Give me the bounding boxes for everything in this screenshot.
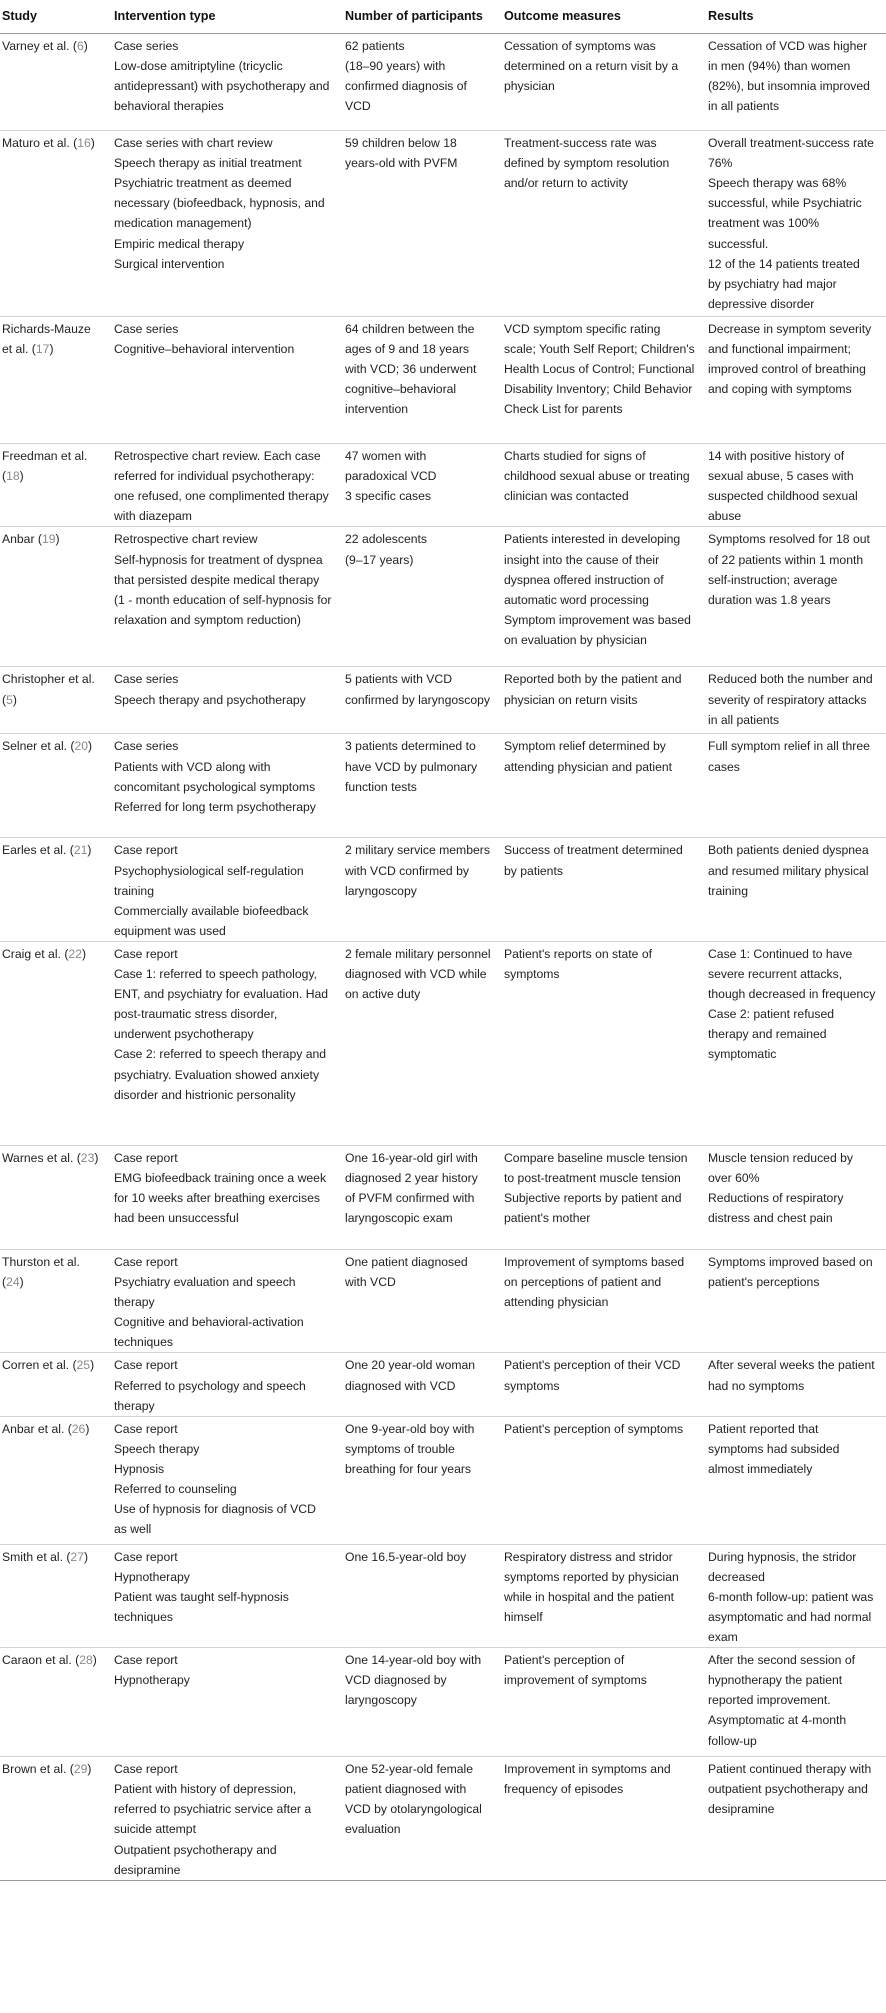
results-line: Reductions of respiratory distress and chest pain (708, 1191, 844, 1226)
table-row (0, 941, 886, 1145)
table-row (0, 1416, 886, 1544)
results-cell (705, 941, 886, 1145)
study-cell (0, 317, 111, 444)
results-line: During hypnosis, the stridor decreased (708, 1549, 857, 1584)
table-row (0, 527, 886, 667)
intervention-line: Case report (114, 1358, 178, 1373)
table-row (0, 734, 886, 838)
participants-line: 47 women with paradoxical VCD (345, 449, 437, 484)
results-cell (705, 131, 886, 317)
intervention-line: Referred to psychology and speech therapy (114, 1378, 306, 1413)
reference-link[interactable]: 21 (73, 843, 88, 858)
intervention-line: Cognitive–behavioral intervention (114, 342, 295, 357)
results-cell (705, 734, 886, 838)
outcome-cell (501, 1544, 705, 1647)
study-cell (0, 1416, 111, 1544)
intervention-line: Case series (114, 39, 179, 54)
outcome-cell (501, 1416, 705, 1544)
participants-line: 59 children below 18 years-old with PVFM (345, 136, 458, 171)
reference-link[interactable]: 29 (73, 1762, 88, 1777)
outcome-cell (501, 131, 705, 317)
participants-line: 5 patients with VCD confirmed by laryngoscopy (345, 672, 490, 707)
intervention-line: Case 1: referred to speech pathology, ENT, and psychiatry for evaluation. Had post-traumatic stress disorder, underwent psychotherapy (114, 967, 329, 1042)
table-row (0, 317, 886, 444)
results-line: Case 1: Continued to have severe recurrent attacks, though decreased in frequency (708, 946, 876, 1002)
study-paren: ) (19, 469, 24, 484)
participants-line: (9–17 years) (345, 552, 414, 567)
participants-line: One patient diagnosed with VCD (345, 1254, 468, 1290)
participants-cell (342, 734, 501, 838)
study-paren: ) (12, 692, 17, 707)
study-paren: ) (87, 1762, 92, 1777)
study-name: Corren et al. ( (2, 1358, 77, 1373)
intervention-cell (111, 1353, 342, 1416)
study-cell (0, 444, 111, 527)
results-line: Cessation of VCD was higher in men (94%) than women (82%), but insomnia improved in all patients (708, 39, 870, 114)
intervention-cell (111, 1544, 342, 1647)
study-paren: ) (55, 532, 60, 547)
results-line: Symptoms resolved for 18 out of 22 patients within 1 month self-instruction; average duration was 1.8 years (708, 532, 870, 607)
outcome-cell (501, 734, 705, 838)
outcome-cell (501, 527, 705, 667)
participants-cell (342, 444, 501, 527)
results-line: 14 with positive history of sexual abuse, 5 cases with suspected childhood sexual abuse (708, 449, 858, 524)
results-line: After the second session of hypnotherapy the patient reported improvement. Asymptomatic at 4-month follow-up (708, 1653, 856, 1748)
reference-link[interactable]: 28 (79, 1653, 93, 1668)
study-cell (0, 1353, 111, 1416)
header-outcome-measures: Outcome measures (501, 0, 705, 34)
results-cell (705, 1353, 886, 1416)
table-row (0, 667, 886, 734)
outcome-cell (501, 1353, 705, 1416)
intervention-line: Commercially available biofeedback equipment was used (114, 903, 309, 938)
intervention-line: Case series (114, 322, 179, 337)
table-row (0, 444, 886, 527)
results-line: Symptoms improved based on patient's perceptions (708, 1254, 873, 1290)
reference-link[interactable]: 19 (41, 532, 56, 547)
participants-cell (342, 1544, 501, 1647)
study-paren: ) (90, 136, 95, 151)
intervention-cell (111, 317, 342, 444)
intervention-line: Case report (114, 1254, 178, 1269)
table-row (0, 838, 886, 941)
study-cell (0, 34, 111, 131)
outcome-cell (501, 34, 705, 131)
intervention-cell (111, 941, 342, 1145)
study-cell (0, 734, 111, 838)
participants-cell (342, 131, 501, 317)
study-cell (0, 1648, 111, 1757)
participants-cell (342, 1648, 501, 1757)
intervention-cell (111, 1648, 342, 1757)
reference-link[interactable]: 18 (6, 469, 20, 484)
study-paren: ) (87, 843, 92, 858)
participants-line: 22 adolescents (345, 532, 427, 547)
results-line: Patient continued therapy with outpatient psychotherapy and desipramine (708, 1762, 872, 1817)
study-cell (0, 131, 111, 317)
participants-cell (342, 838, 501, 941)
study-name: Maturo et al. ( (2, 136, 78, 151)
reference-link[interactable]: 5 (6, 692, 13, 707)
outcome-line: Improvement of symptoms based on perceptions of patient and attending physician (504, 1254, 685, 1310)
outcome-line: Improvement in symptoms and frequency of episodes (504, 1762, 671, 1797)
table-row (0, 131, 886, 317)
table-header-row (0, 0, 886, 34)
intervention-line: Psychiatric treatment as deemed necessary (biofeedback, hypnosis, and medication management) (114, 176, 325, 231)
header-results: Results (705, 0, 886, 34)
study-cell (0, 1757, 111, 1881)
participants-cell (342, 527, 501, 667)
results-cell (705, 1249, 886, 1352)
participants-cell (342, 317, 501, 444)
participants-line: 64 children between the ages of 9 and 18 years with VCD; 36 underwent cognitive–behavioral intervention (345, 322, 477, 417)
study-name: Caraon et al. ( (2, 1653, 80, 1668)
intervention-line: Case report (114, 1653, 178, 1668)
study-paren: ) (88, 739, 93, 754)
intervention-line: Case report (114, 1421, 178, 1436)
participants-line: 2 military service members with VCD confirmed by laryngoscopy (345, 843, 490, 898)
table-row (0, 1249, 886, 1352)
participants-line: (18–90 years) with confirmed diagnosis of VCD (345, 59, 467, 114)
table-row (0, 1353, 886, 1416)
intervention-cell (111, 1416, 342, 1544)
results-line: After several weeks the patient had no symptoms (708, 1358, 875, 1393)
intervention-line: Case report (114, 1549, 178, 1564)
results-line: Full symptom relief in all three cases (708, 739, 870, 774)
reference-link[interactable]: 26 (71, 1421, 86, 1436)
results-line: Muscle tension reduced by over 60% (708, 1150, 853, 1186)
participants-line: 3 specific cases (345, 489, 432, 504)
intervention-line: Use of hypnosis for diagnosis of VCD as well (114, 1502, 316, 1537)
outcome-line: Patient's reports on state of symptoms (504, 946, 652, 982)
intervention-line: Patients with VCD along with concomitant psychological symptoms (114, 759, 316, 794)
intervention-line: EMG biofeedback training once a week for 10 weeks after breathing exercises had been unsuccessful (114, 1171, 327, 1226)
intervention-line: Speech therapy as initial treatment (114, 156, 302, 171)
intervention-cell (111, 131, 342, 317)
table-body (0, 34, 886, 1881)
intervention-line: Speech therapy (114, 1441, 200, 1456)
study-cell (0, 838, 111, 941)
reference-link[interactable]: 23 (80, 1150, 95, 1165)
intervention-cell (111, 1249, 342, 1352)
study-paren: ) (49, 342, 54, 357)
intervention-line: Patient was taught self-hypnosis techniques (114, 1589, 289, 1624)
results-line: Decrease in symptom severity and functional impairment; improved control of breathing and coping with symptoms (708, 322, 872, 397)
intervention-cell (111, 1757, 342, 1881)
intervention-line: Psychophysiological self-regulation training (114, 863, 304, 898)
outcome-line: Success of treatment determined by patients (504, 843, 683, 878)
reference-link[interactable]: 22 (68, 946, 82, 961)
results-cell (705, 444, 886, 527)
reference-link[interactable]: 20 (74, 739, 89, 754)
participants-line: One 16.5-year-old boy (345, 1549, 467, 1564)
study-paren: ) (90, 1358, 95, 1373)
participants-cell (342, 34, 501, 131)
intervention-line: Retrospective chart review. Each case referred for individual psychotherapy: one refused, one complimented therapy with diazepam (114, 449, 329, 524)
intervention-line: Patient with history of depression, referred to psychiatric service after a suicide attempt (114, 1782, 312, 1837)
study-paren: ) (83, 1549, 89, 1564)
intervention-line: Case series (114, 739, 179, 754)
study-cell (0, 667, 111, 734)
study-name: Anbar ( (2, 532, 42, 547)
intervention-line: Outpatient psychotherapy and desipramine (114, 1842, 277, 1877)
study-cell (0, 1249, 111, 1352)
results-cell (705, 1145, 886, 1249)
study-paren: ) (81, 946, 87, 961)
participants-cell (342, 941, 501, 1145)
results-cell (705, 317, 886, 444)
participants-line: 2 female military personnel diagnosed with VCD while on active duty (345, 946, 491, 1002)
table-row (0, 1544, 886, 1647)
study-name: Richards-Mauze et al. ( (2, 322, 91, 357)
outcome-line: VCD symptom specific rating scale; Youth Self Report; Children's Health Locus of Control; Functional Disability Inventory; Child Behavior Check List for parents (504, 322, 695, 417)
header-study: Study (0, 0, 111, 34)
results-cell (705, 527, 886, 667)
study-name: Thurston et al. ( (2, 1254, 80, 1290)
study-name: Freedman et al. ( (2, 449, 88, 484)
results-line: Case 2: patient refused therapy and remained symptomatic (708, 1007, 835, 1062)
outcome-cell (501, 1145, 705, 1249)
intervention-line: Case report (114, 1150, 178, 1165)
intervention-line: Case report (114, 1762, 178, 1777)
study-paren: ) (94, 1150, 99, 1165)
participants-line: One 9-year-old boy with symptoms of trouble breathing for four years (345, 1421, 475, 1476)
table-row (0, 34, 886, 131)
results-line: Speech therapy was 68% successful, while Psychiatric treatment was 100% successful. (708, 176, 862, 251)
outcome-line: Patient's perception of their VCD symptoms (504, 1358, 681, 1393)
study-name: Brown et al. ( (2, 1762, 74, 1777)
intervention-line: Referred for long term psychotherapy (114, 799, 316, 814)
outcome-line: Respiratory distress and stridor symptoms reported by physician while in hospital and the patient himself (504, 1549, 679, 1624)
intervention-line: Empiric medical therapy (114, 236, 245, 251)
outcome-cell (501, 1249, 705, 1352)
outcome-line: Charts studied for signs of childhood sexual abuse or treating clinician was contacted (504, 449, 690, 504)
study-name: Christopher et al. ( (2, 672, 95, 707)
outcome-line: Patients interested in developing insight into the cause of their dyspnea offered instruction of automatic word processing (504, 532, 681, 607)
intervention-cell (111, 667, 342, 734)
table-row (0, 1648, 886, 1757)
intervention-line: Hypnotherapy (114, 1673, 190, 1688)
study-paren: ) (19, 1275, 24, 1290)
participants-cell (342, 1757, 501, 1881)
intervention-line: Referred to counseling (114, 1481, 237, 1496)
header-intervention-type: Intervention type (111, 0, 342, 34)
study-cell (0, 1544, 111, 1647)
outcome-cell (501, 1757, 705, 1881)
outcome-cell (501, 667, 705, 734)
study-cell (0, 941, 111, 1145)
results-cell (705, 1648, 886, 1757)
results-line: 6-month follow-up: patient was asymptomatic and had normal exam (708, 1589, 874, 1645)
study-name: Anbar et al. ( (2, 1421, 72, 1436)
participants-cell (342, 1416, 501, 1544)
intervention-line: Case 2: referred to speech therapy and psychiatry. Evaluation showed anxiety disorder and histrionic personality (114, 1047, 327, 1102)
results-cell (705, 838, 886, 941)
reference-link[interactable]: 16 (77, 136, 91, 151)
outcome-cell (501, 444, 705, 527)
participants-cell (342, 1353, 501, 1416)
participants-line: 3 patients determined to have VCD by pulmonary function tests (345, 739, 478, 794)
intervention-cell (111, 444, 342, 527)
results-cell (705, 1416, 886, 1544)
study-cell (0, 527, 111, 667)
results-line: Overall treatment-success rate 76% (708, 136, 874, 171)
outcome-line: Subjective reports by patient and patient's mother (504, 1191, 682, 1226)
intervention-cell (111, 34, 342, 131)
reference-link[interactable]: 17 (35, 342, 50, 357)
outcome-line: Reported both by the patient and physician on return visits (504, 672, 682, 707)
study-name: Craig et al. ( (2, 946, 69, 961)
header-number-of-participants: Number of participants (342, 0, 501, 34)
intervention-line: Hypnosis (114, 1461, 165, 1476)
results-line: Reduced both the number and severity of respiratory attacks in all patients (708, 672, 873, 727)
participants-line: One 52-year-old female patient diagnosed with VCD by otolaryngological evaluation (345, 1762, 482, 1837)
results-cell (705, 34, 886, 131)
reference-link[interactable]: 24 (6, 1275, 20, 1290)
intervention-line: Surgical intervention (114, 256, 225, 271)
participants-cell (342, 1145, 501, 1249)
intervention-line: Low-dose amitriptyline (tricyclic antidepressant) with psychotherapy and behavioral therapies (114, 59, 330, 114)
outcome-cell (501, 838, 705, 941)
study-paren: ) (85, 1421, 90, 1436)
intervention-line: Self-hypnosis for treatment of dyspnea that persisted despite medical therapy (1 - month education of self-hypnosis for relaxation and symptom reduction) (114, 552, 332, 627)
participants-line: One 14-year-old boy with VCD diagnosed by laryngoscopy (345, 1653, 482, 1708)
outcome-line: Patient's perception of symptoms (504, 1421, 684, 1436)
intervention-cell (111, 527, 342, 667)
results-line: Both patients denied dyspnea and resumed military physical training (708, 843, 869, 898)
results-line: 12 of the 14 patients treated by psychiatry had major depressive disorder (708, 256, 860, 311)
intervention-line: Speech therapy and psychotherapy (114, 692, 306, 707)
intervention-cell (111, 734, 342, 838)
participants-line: One 20 year-old woman diagnosed with VCD (345, 1358, 476, 1393)
intervention-line: Psychiatry evaluation and speech therapy (114, 1275, 296, 1310)
participants-line: 62 patients (345, 39, 405, 54)
study-name: Warnes et al. ( (2, 1150, 81, 1165)
study-cell (0, 1145, 111, 1249)
intervention-line: Case series with chart review (114, 136, 273, 151)
intervention-cell (111, 838, 342, 941)
table-row (0, 1757, 886, 1881)
study-name: Varney et al. ( (2, 39, 77, 54)
intervention-line: Case report (114, 946, 178, 961)
outcome-line: Patient's perception of improvement of symptoms (504, 1653, 647, 1688)
reference-link[interactable]: 27 (70, 1549, 84, 1564)
results-cell (705, 667, 886, 734)
outcome-line: Compare baseline muscle tension to post-treatment muscle tension (504, 1150, 688, 1186)
results-cell (705, 1544, 886, 1647)
outcome-line: Symptom relief determined by attending physician and patient (504, 739, 673, 774)
reference-link[interactable]: 25 (76, 1358, 91, 1373)
outcome-cell (501, 941, 705, 1145)
intervention-line: Hypnotherapy (114, 1569, 190, 1584)
intervention-line: Cognitive and behavioral-activation techniques (114, 1315, 304, 1350)
participants-line: One 16-year-old girl with diagnosed 2 year history of PVFM confirmed with laryngoscopic exam (345, 1150, 478, 1226)
results-cell (705, 1757, 886, 1881)
intervention-line: Case report (114, 843, 178, 858)
results-line: Patient reported that symptoms had subsided almost immediately (708, 1421, 840, 1476)
outcome-line: Symptom improvement was based on evaluation by physician (504, 612, 691, 647)
intervention-line: Case series (114, 672, 179, 687)
outcome-line: Cessation of symptoms was determined on a return visit by a physician (504, 39, 679, 94)
study-paren: ) (92, 1653, 97, 1668)
participants-cell (342, 1249, 501, 1352)
outcome-line: Treatment-success rate was defined by symptom resolution and/or return to activity (504, 136, 670, 191)
table-row (0, 1145, 886, 1249)
participants-cell (342, 667, 501, 734)
intervention-line: Retrospective chart review (114, 532, 258, 547)
study-name: Selner et al. ( (2, 739, 75, 754)
outcome-cell (501, 317, 705, 444)
study-name: Smith et al. ( (2, 1549, 71, 1564)
study-name: Earles et al. ( (2, 843, 74, 858)
intervention-cell (111, 1145, 342, 1249)
reference-link[interactable]: 6 (76, 39, 84, 54)
outcome-cell (501, 1648, 705, 1757)
study-paren: ) (83, 39, 88, 54)
